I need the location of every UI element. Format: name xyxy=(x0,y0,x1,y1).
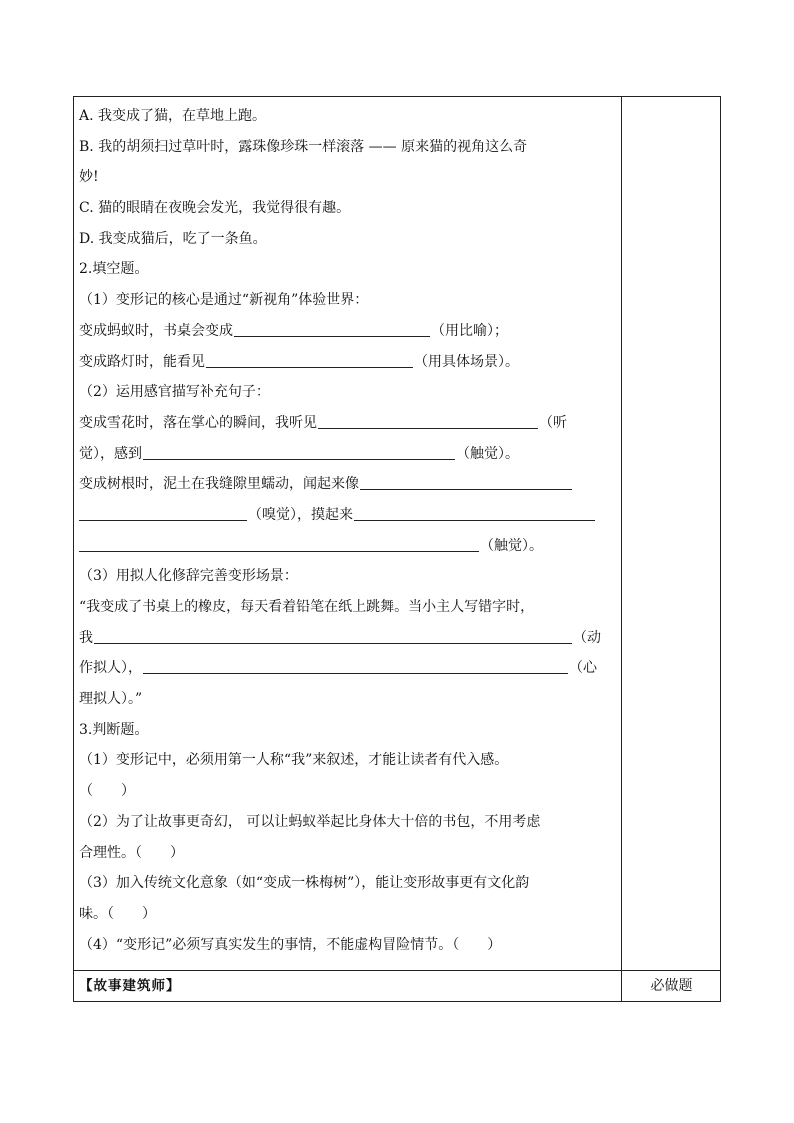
answer-blank[interactable] xyxy=(360,475,572,490)
fill-q3d: 理拟人）。” xyxy=(79,691,143,708)
judge-q2-line2[interactable]: 合理性。（ ） xyxy=(79,844,184,861)
judge-q4[interactable]: （4）“变形记”必须写真实发生的事情，不能虚构冒险情节。（ ） xyxy=(79,936,502,953)
answer-blank[interactable] xyxy=(234,322,430,337)
fill-q3: （3）用拟人化修辞完善变形场景： xyxy=(79,568,298,585)
question-content xyxy=(79,101,615,960)
required-tag: 必做题 xyxy=(650,978,693,994)
judge-q1-answer[interactable]: （ ） xyxy=(79,783,135,800)
fill-q2d xyxy=(79,500,615,531)
section-title: 【故事建筑师】 xyxy=(79,978,181,994)
judge-q1: （1）变形记中，必须用第一人称“我”来叙述，才能让读者有代入感。 xyxy=(79,752,509,769)
answer-blank[interactable] xyxy=(79,506,247,521)
fill-q1a-suffix: （用比喻）； xyxy=(431,322,508,339)
option-d: D. 我变成猫后，吃了一条鱼。 xyxy=(79,230,267,247)
fill-q1: （1）变形记的核心是通过“新视角”体验世界： xyxy=(79,292,369,309)
fill-q1a-prefix: 变成蚂蚁时，书桌会变成 xyxy=(79,322,233,339)
worksheet-table xyxy=(73,96,721,1002)
fill-q2b-suffix: （触觉）。 xyxy=(456,445,519,462)
fill-heading: 2.填空题。 xyxy=(79,261,149,278)
judge-q3-line2[interactable]: 味。（ ） xyxy=(79,905,156,922)
fill-q2a-suffix: （听 xyxy=(539,414,567,431)
fill-q2c-prefix: 变成树根时，泥土在我缝隙里蠕动，闻起来像 xyxy=(79,476,359,493)
fill-q2c xyxy=(79,469,615,500)
fill-q2e-suffix: （触觉）。 xyxy=(480,537,543,554)
fill-q2b xyxy=(79,439,615,470)
column-divider xyxy=(621,97,622,1001)
option-a: A. 我变成了猫，在草地上跑。 xyxy=(79,108,267,124)
fill-q3b xyxy=(79,623,615,654)
fill-q2e xyxy=(79,531,615,562)
answer-blank[interactable] xyxy=(143,659,568,674)
fill-q2: （2）运用感官描写补充句子： xyxy=(79,384,270,401)
fill-q3a: “我变成了书桌上的橡皮，每天看着铅笔在纸上跳舞。当小主人写错字时， xyxy=(79,599,535,615)
fill-q3c-prefix: 作拟人）， xyxy=(79,660,142,677)
answer-blank[interactable] xyxy=(94,629,572,644)
option-c: C. 猫的眼睛在夜晚会发光，我觉得很有趣。 xyxy=(79,200,351,217)
answer-blank[interactable] xyxy=(354,506,595,521)
judge-q3-line1: （3）加入传统文化意象（如“变成一株梅树”），能让变形故事更有文化韵 xyxy=(79,875,530,892)
judge-heading: 3.判断题。 xyxy=(79,721,149,738)
fill-q1b xyxy=(79,347,615,378)
answer-blank[interactable] xyxy=(318,414,538,429)
fill-q2d-middle: （嗅觉），摸起来 xyxy=(248,506,353,523)
fill-q3b-suffix: （动 xyxy=(573,629,601,646)
answer-blank[interactable] xyxy=(143,445,455,460)
fill-q3c xyxy=(79,653,615,684)
fill-q2a-prefix: 变成雪花时，落在掌心的瞬间，我听见 xyxy=(79,414,317,431)
option-b-line1: B. 我的胡须扫过草叶时，露珠像珍珠一样滚落 —— 原来猫的视角这么奇 xyxy=(79,138,528,155)
fill-q2a xyxy=(79,408,615,439)
option-b-line2: 妙! xyxy=(79,169,99,186)
answer-blank[interactable] xyxy=(79,537,479,552)
fill-q3c-suffix: （心 xyxy=(569,660,597,677)
answer-blank[interactable] xyxy=(206,353,413,368)
fill-q1a xyxy=(79,316,615,347)
fill-q3b-prefix: 我 xyxy=(79,629,93,646)
fill-q1b-prefix: 变成路灯时，能看见 xyxy=(79,353,205,370)
judge-q2-line1: （2）为了让故事更奇幻， 可以让蚂蚁举起比身体大十倍的书包，不用考虑 xyxy=(79,813,541,830)
fill-q2b-prefix: 觉），感到 xyxy=(79,445,142,462)
fill-q1b-suffix: （用具体场景）。 xyxy=(414,353,519,370)
